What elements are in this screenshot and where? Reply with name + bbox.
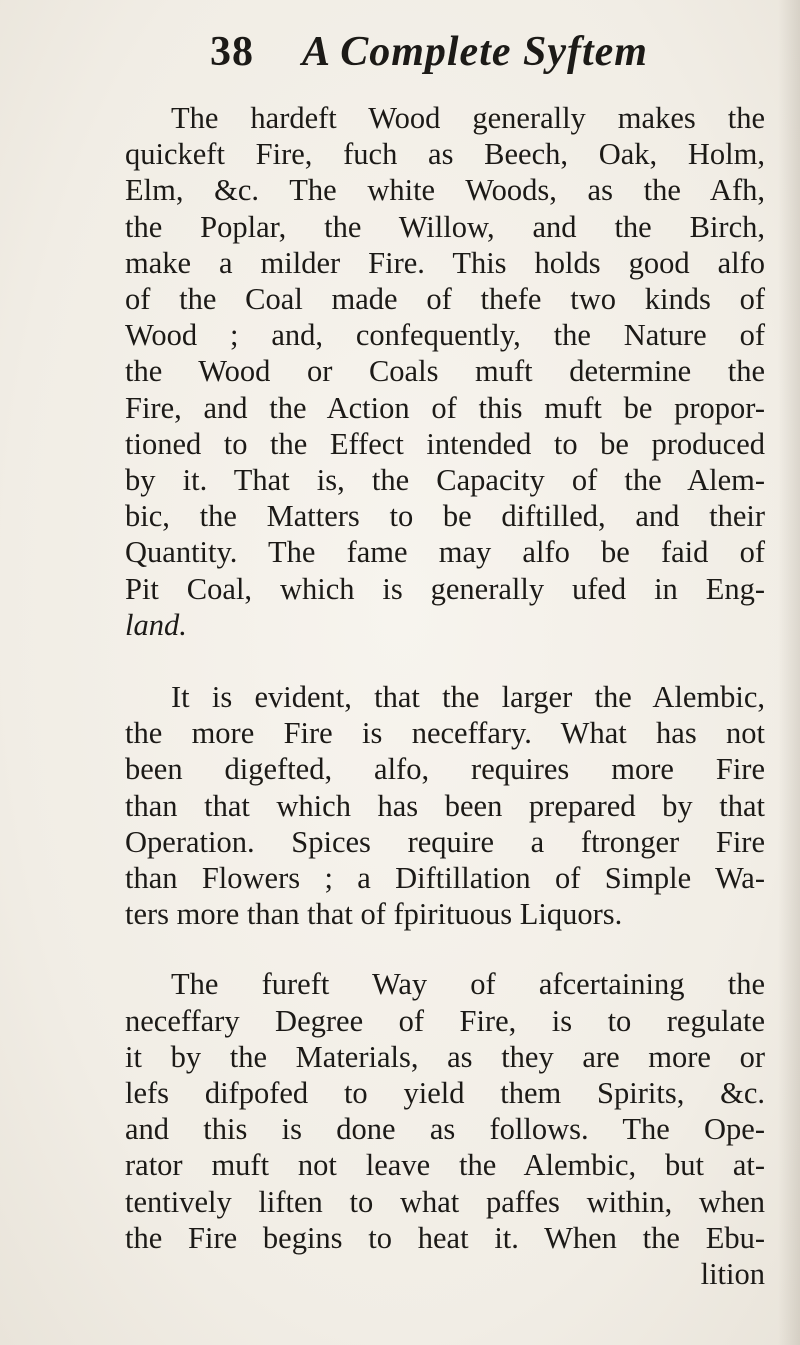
text-line: by it. That is, the Capacity of the Alem- xyxy=(125,463,765,498)
text-line: tentively liften to what paffes within, when xyxy=(125,1184,765,1219)
text-line: tioned to the Effect intended to be produced xyxy=(125,426,765,461)
text-line: lefs difpofed to yield them Spirits, &c. xyxy=(125,1076,765,1111)
text-line: make a milder Fire. This holds good alfo xyxy=(125,245,765,280)
text-line: Operation. Spices require a ftronger Fire xyxy=(125,824,765,859)
text-line: the Poplar, the Willow, and the Birch, xyxy=(125,209,765,244)
text-line: than that which has been prepared by that xyxy=(125,788,765,823)
body-text xyxy=(125,100,765,1292)
catchword: lition xyxy=(700,1257,765,1292)
text-line: and this is done as follows. The Ope- xyxy=(125,1112,765,1147)
text-line: than Flowers ; a Diftillation of Simple Wa- xyxy=(125,861,765,896)
text-line: Elm, &c. The white Woods, as the Afh, xyxy=(125,173,765,208)
page-number: 38 xyxy=(210,29,254,75)
text-line: ters more than that of fpirituous Liquors. xyxy=(125,897,623,932)
page-header xyxy=(210,28,770,88)
running-head: A Complete Syftem xyxy=(302,29,648,75)
text-line: the more Fire is neceffary. What has not xyxy=(125,716,765,751)
text-line: neceffary Degree of Fire, is to regulate xyxy=(125,1003,765,1038)
page-edge-shadow xyxy=(778,0,800,1345)
text-line: been digefted, alfo, requires more Fire xyxy=(125,752,765,787)
text-line: The hardeft Wood generally makes the xyxy=(171,101,765,135)
text-line: of the Coal made of thefe two kinds of xyxy=(125,282,765,317)
text-line: Wood ; and, confequently, the Nature of xyxy=(125,318,765,353)
text-line: it by the Materials, as they are more or xyxy=(125,1039,765,1074)
text-line: the Fire begins to heat it. When the Ebu- xyxy=(125,1220,765,1255)
text-line: Quantity. The fame may alfo be faid of xyxy=(125,535,765,570)
text-line: It is evident, that the larger the Alembic, xyxy=(171,680,765,715)
paragraph-2 xyxy=(125,679,765,932)
text-line: quickeft Fire, fuch as Beech, Oak, Holm, xyxy=(125,137,765,172)
text-line: Pit Coal, which is generally ufed in Eng- xyxy=(125,571,765,606)
text-line: The fureft Way of afcertaining the xyxy=(171,967,765,1002)
text-line: rator muft not leave the Alembic, but at- xyxy=(125,1148,765,1183)
text-line: Fire, and the Action of this muft be propor- xyxy=(125,390,765,425)
text-line: bic, the Matters to be diftilled, and their xyxy=(125,499,765,534)
paragraph-1 xyxy=(125,100,765,643)
text-line: the Wood or Coals muft determine the xyxy=(125,354,765,389)
paragraph-3 xyxy=(125,966,765,1292)
text-line: land. xyxy=(125,607,187,642)
